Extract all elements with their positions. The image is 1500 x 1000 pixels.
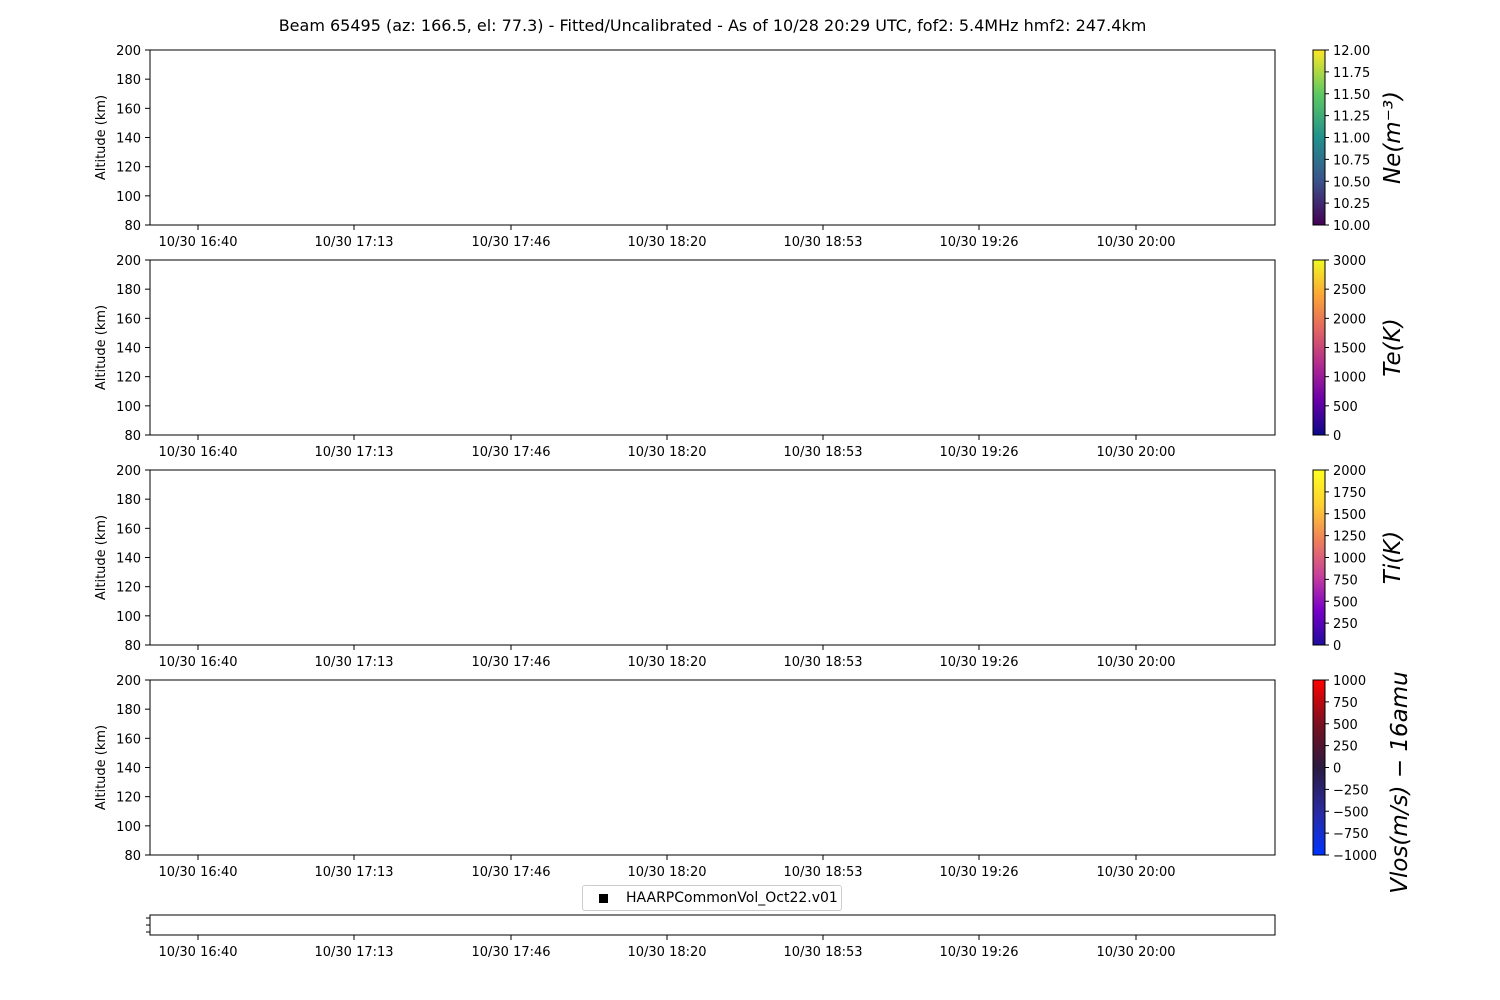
colorbar-tick-label: 2500 (1333, 283, 1367, 299)
x-tick-label: 10/30 16:40 (158, 655, 238, 670)
y-tick-label: 180 (116, 283, 141, 299)
colorbar-3 (1313, 464, 1406, 654)
x-tick-label: 10/30 16:40 (158, 945, 238, 960)
y-tick-label: 160 (116, 102, 141, 118)
x-tick-label: 10/30 20:00 (1096, 445, 1176, 460)
page-title: Beam 65495 (az: 166.5, el: 77.3) - Fitted/Uncalibrated - As of 10/28 20:29 UTC, fof2: 5.4MHz hmf2: 247.4km (278, 16, 1147, 35)
x-tick-label: 10/30 17:13 (314, 445, 394, 460)
colorbar-tick-label: 1750 (1333, 485, 1367, 501)
colorbar-tick-label: 750 (1333, 573, 1358, 589)
x-tick-label: 10/30 17:46 (471, 945, 551, 960)
colorbar-tick-label: 1000 (1333, 551, 1367, 567)
x-tick-label: 10/30 20:00 (1096, 865, 1176, 880)
y-tick-label: 180 (116, 493, 141, 509)
y-axis-label: Altitude (km) (94, 514, 109, 601)
colorbar-tick-label: 2000 (1333, 464, 1367, 479)
colorbar-tick-label: 11.75 (1333, 65, 1371, 81)
x-tick-label: 10/30 18:20 (627, 235, 707, 250)
plot-area (150, 50, 1275, 225)
y-tick-label: 160 (116, 312, 141, 328)
colorbar-4 (1313, 671, 1413, 894)
colorbar-tick-label: 11.25 (1333, 109, 1371, 125)
y-tick-label: 180 (116, 703, 141, 719)
colorbar-label: Ti(K) (1380, 530, 1406, 585)
x-tick-label: 10/30 19:26 (939, 865, 1019, 880)
x-tick-label: 10/30 18:20 (627, 445, 707, 460)
x-tick-label: 10/30 17:46 (471, 655, 551, 670)
colorbar-tick-label: 1000 (1333, 674, 1367, 689)
x-tick-label: 10/30 19:26 (939, 235, 1019, 250)
x-tick-label: 10/30 18:20 (627, 945, 707, 960)
plot-area (150, 470, 1275, 645)
x-tick-label: 10/30 17:46 (471, 235, 551, 250)
colorbar-scale (1313, 470, 1325, 645)
colorbar-label: Ne(m⁻³) (1380, 90, 1406, 185)
panel-4 (94, 671, 1413, 894)
y-tick-label: 140 (116, 551, 141, 567)
x-tick-label: 10/30 18:53 (783, 655, 863, 670)
panel-1 (94, 44, 1406, 250)
y-tick-label: 200 (116, 674, 141, 689)
colorbar-tick-label: 250 (1333, 739, 1358, 755)
x-tick-label: 10/30 18:53 (783, 445, 863, 460)
y-tick-label: 200 (116, 464, 141, 479)
x-tick-label: 10/30 17:13 (314, 655, 394, 670)
x-tick-label: 10/30 18:53 (783, 945, 863, 960)
colorbar-tick-label: 250 (1333, 617, 1358, 633)
colorbar-tick-label: 1250 (1333, 529, 1367, 545)
x-tick-label: 10/30 17:13 (314, 945, 394, 960)
y-tick-label: 120 (116, 790, 141, 806)
colorbar-tick-label: 1500 (1333, 341, 1367, 357)
colorbar-tick-label: 2000 (1333, 312, 1367, 328)
colorbar-tick-label: 10.25 (1333, 197, 1371, 213)
legend-label: HAARPCommonVol_Oct22.v01 (626, 890, 838, 906)
colorbar-tick-label: 10.75 (1333, 153, 1371, 169)
colorbar-tick-label: 500 (1333, 399, 1358, 415)
colorbar-tick-label: 0 (1333, 429, 1342, 444)
colorbar-tick-label: 500 (1333, 717, 1358, 733)
x-tick-label: 10/30 17:13 (314, 865, 394, 880)
y-axis-label: Altitude (km) (94, 94, 109, 181)
y-tick-label: 100 (116, 189, 141, 205)
x-tick-label: 10/30 17:46 (471, 445, 551, 460)
x-tick-label: 10/30 18:20 (627, 865, 707, 880)
x-tick-label: 10/30 17:46 (471, 865, 551, 880)
y-tick-label: 140 (116, 131, 141, 147)
y-tick-label: 140 (116, 341, 141, 357)
colorbar-tick-label: 10.50 (1333, 175, 1371, 191)
colorbar-tick-label: 11.00 (1333, 131, 1371, 147)
colorbar-label: Te(K) (1380, 318, 1406, 377)
x-tick-label: 10/30 16:40 (158, 445, 238, 460)
x-tick-label: 10/30 20:00 (1096, 655, 1176, 670)
colorbar-scale (1313, 680, 1325, 855)
x-tick-label: 10/30 17:13 (314, 235, 394, 250)
y-axis-label: Altitude (km) (94, 304, 109, 391)
legend-marker (599, 894, 608, 903)
y-tick-label: 160 (116, 732, 141, 748)
y-tick-label: 120 (116, 370, 141, 386)
colorbar-tick-label: 11.50 (1333, 87, 1371, 103)
colorbar-scale (1313, 260, 1325, 435)
colorbar-tick-label: 10.00 (1333, 219, 1371, 234)
y-tick-label: 120 (116, 160, 141, 176)
y-tick-label: 100 (116, 609, 141, 625)
y-tick-label: 120 (116, 580, 141, 596)
colorbar-tick-label: 0 (1333, 639, 1342, 654)
strip-area (150, 915, 1275, 935)
colorbar-scale (1313, 50, 1325, 225)
x-tick-label: 10/30 16:40 (158, 235, 238, 250)
y-tick-label: 80 (124, 429, 141, 444)
legend (582, 885, 842, 911)
y-tick-label: 100 (116, 819, 141, 835)
colorbar-tick-label: 500 (1333, 595, 1358, 611)
x-tick-label: 10/30 20:00 (1096, 945, 1176, 960)
colorbar-tick-label: −500 (1333, 805, 1369, 821)
colorbar-tick-label: −1000 (1333, 849, 1377, 864)
y-tick-label: 200 (116, 254, 141, 269)
x-tick-label: 10/30 19:26 (939, 445, 1019, 460)
x-tick-label: 10/30 18:53 (783, 865, 863, 880)
x-tick-label: 10/30 16:40 (158, 865, 238, 880)
y-tick-label: 80 (124, 219, 141, 234)
x-tick-label: 10/30 18:53 (783, 235, 863, 250)
colorbar-tick-label: −750 (1333, 827, 1369, 843)
panel-3 (94, 464, 1406, 670)
y-tick-label: 140 (116, 761, 141, 777)
colorbar-2 (1313, 254, 1406, 444)
colorbar-tick-label: 12.00 (1333, 44, 1371, 59)
x-tick-label: 10/30 19:26 (939, 945, 1019, 960)
y-tick-label: 80 (124, 849, 141, 864)
colorbar-1 (1313, 44, 1406, 234)
y-axis-label: Altitude (km) (94, 724, 109, 811)
colorbar-tick-label: 0 (1333, 761, 1342, 777)
colorbar-tick-label: 3000 (1333, 254, 1367, 269)
x-tick-label: 10/30 18:20 (627, 655, 707, 670)
x-tick-label: 10/30 19:26 (939, 655, 1019, 670)
colorbar-label: Vlos(m/s) − 16amu (1387, 671, 1413, 894)
colorbar-tick-label: 750 (1333, 695, 1358, 711)
y-tick-label: 180 (116, 73, 141, 89)
y-tick-label: 160 (116, 522, 141, 538)
panel-2 (94, 254, 1406, 460)
panel-5 (146, 915, 1275, 960)
y-tick-label: 200 (116, 44, 141, 59)
y-tick-label: 80 (124, 639, 141, 654)
plot-area (150, 680, 1275, 855)
x-tick-label: 10/30 20:00 (1096, 235, 1176, 250)
colorbar-tick-label: −250 (1333, 783, 1369, 799)
plot-area (150, 260, 1275, 435)
y-tick-label: 100 (116, 399, 141, 415)
colorbar-tick-label: 1500 (1333, 507, 1367, 523)
colorbar-tick-label: 1000 (1333, 370, 1367, 386)
